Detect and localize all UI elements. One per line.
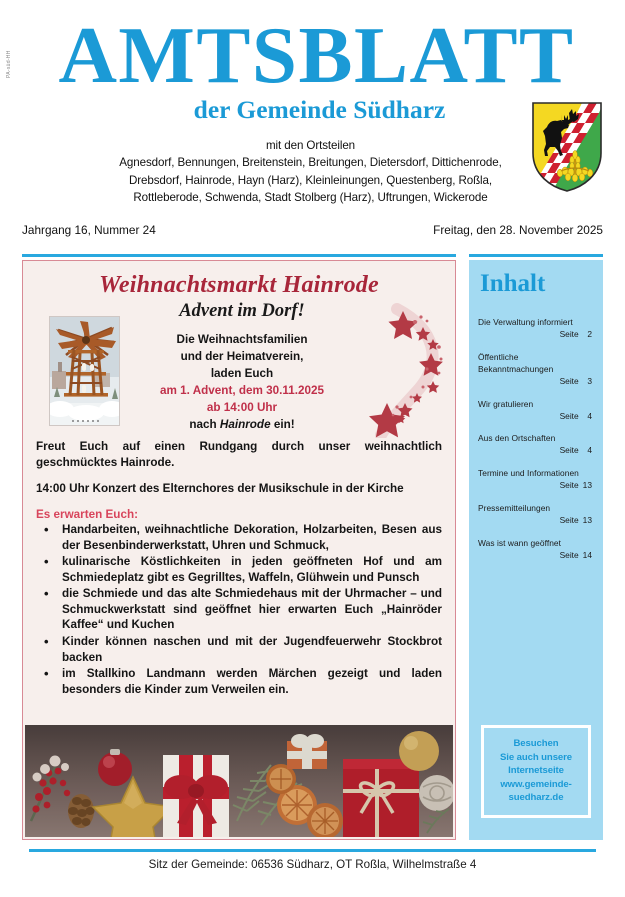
page-label: Seite — [559, 410, 579, 421]
announcement-list — [36, 522, 442, 697]
page-label: Seite — [559, 445, 579, 456]
toc-item-page — [478, 445, 594, 457]
masthead — [0, 0, 625, 248]
website-promo-box[interactable] — [481, 725, 591, 818]
star-swoosh-decoration — [353, 303, 449, 438]
announcement-paragraph: Freut Euch auf einen Rundgang durch unser weihnachtlich geschmücktes Hainrode. — [36, 440, 442, 469]
toc-item-label: Was ist wann geöffnet — [478, 537, 561, 548]
coat-of-arms-icon — [531, 101, 603, 193]
ortsteile-block — [18, 137, 607, 207]
invite-line: und der Heimatverein, — [180, 350, 304, 364]
list-heading: Es erwarten Euch: — [36, 508, 138, 522]
toc-item-pressemitteilungen[interactable] — [478, 503, 594, 527]
toc-item-label: Pressemitteilungen — [478, 503, 551, 514]
toc-item-label: Termine und Informationen — [478, 468, 579, 479]
page-number: 14 — [582, 549, 592, 560]
list-item: • kulinarische Köstlichkeiten in jeden geöffneten Hof und am Schmiedeplatz gibt es Gegrilltes, Waffeln, Glühwein und Punsch — [36, 554, 442, 585]
invite-line: laden Euch — [210, 367, 274, 381]
toc-item-geoeffnet[interactable] — [478, 538, 594, 562]
promo-line: Besuchen — [513, 737, 559, 749]
announcement-box — [22, 260, 456, 840]
page-number: 4 — [587, 410, 592, 421]
toc-item-page — [478, 411, 594, 423]
page-number: 4 — [587, 445, 592, 456]
promo-url-line: www.gemeinde- — [500, 778, 572, 790]
announcement-hero — [23, 299, 455, 437]
promo-url-line: suedharz.de — [508, 792, 564, 804]
announcement-invite — [123, 299, 361, 433]
announcement-body — [23, 439, 455, 697]
issue-line — [18, 223, 607, 237]
ortsteile-line: Rottleberode, Schwenda, Stadt Stolberg (Harz), Uftrungen, Wickerode — [133, 191, 488, 205]
ortsteile-line: Drebsdorf, Hainrode, Hayn (Harz), Kleinleinungen, Questenberg, Roßla, — [129, 173, 492, 187]
invite-line-date: am 1. Advent, dem 30.11.2025 — [160, 384, 324, 398]
print-code-label: PA-süd-HH — [6, 50, 12, 78]
table-of-contents-sidebar — [469, 260, 603, 840]
content-area — [0, 258, 625, 843]
ortsteile-line: Agnesdorf, Bennungen, Breitenstein, Breitungen, Dietersdorf, Dittichenrode, — [119, 156, 502, 170]
toc-item-page — [478, 550, 594, 562]
header-divider-right — [469, 254, 603, 257]
promo-line: Internetseite — [508, 765, 564, 777]
page-title: AMTSBLATT — [58, 10, 575, 100]
announcement-title: Weihnachtsmarkt Hainrode — [99, 272, 379, 298]
footer-divider — [29, 849, 596, 852]
header-divider-left — [22, 254, 456, 257]
toc-item-verwaltung[interactable] — [478, 317, 594, 341]
invite-lines — [123, 331, 361, 433]
announcement-subtitle: Advent im Dorf! — [179, 301, 305, 321]
invite-line-place — [123, 416, 361, 433]
toc-item-ortschaften[interactable] — [478, 433, 594, 457]
list-item: • Kinder können naschen und mit der Jugendfeuerwehr Stockbrot backen — [36, 634, 442, 665]
footer-address: Sitz der Gemeinde: 06536 Südharz, OT Roßla, Wilhelmstraße 4 — [148, 858, 477, 871]
page-number: 13 — [582, 515, 592, 526]
page-number: 13 — [582, 480, 592, 491]
toc-item-page — [478, 515, 594, 527]
weihnachtspyramide-photo — [49, 316, 120, 426]
toc-item-label: Die Verwaltung informiert — [478, 317, 573, 327]
page-label: Seite — [559, 328, 579, 339]
page-label: Seite — [559, 515, 579, 526]
page-subtitle: der Gemeinde Südharz — [193, 94, 446, 124]
invite-line: Die Weihnachtsfamilien — [176, 333, 308, 346]
page-number: 2 — [587, 328, 592, 339]
promo-line: Sie auch unsere — [499, 751, 573, 763]
toc-item-label: Wir gratulieren — [478, 398, 534, 409]
list-item: • im Stallkino Landmann werden Märchen gezeigt und laden besonders die Kinder zum Verweilen ein. — [36, 666, 442, 697]
ortsteile-lead: mit den Ortsteilen — [265, 138, 356, 152]
toc-item-label: Öffentliche Bekanntmachungen — [478, 351, 554, 374]
list-item: • Handarbeiten, weihnachtliche Dekoration, Holzarbeiten, Besen aus der Besenbinderwerkstatt, Uhren und Schmuck, — [36, 522, 442, 553]
toc-item-bekanntmachungen[interactable] — [478, 352, 594, 388]
toc-list — [478, 317, 594, 562]
toc-item-page — [478, 480, 594, 492]
page-number: 3 — [587, 375, 592, 386]
issue-date: Freitag, den 28. November 2025 — [433, 222, 603, 237]
sidebar-title: Inhalt — [480, 270, 546, 297]
toc-item-gratulieren[interactable] — [478, 399, 594, 423]
list-item: • die Schmiede und das alte Schmiedehaus mit der Uhrmacher – und Schmuckwerkstatt sind geöffnet hier erwarten Euch „Hainröder Kaffee“ und Kuchen — [36, 586, 442, 633]
invite-line-time: ab 14:00 Uhr — [206, 401, 278, 415]
invite-place: Hainrode — [219, 418, 271, 432]
invite-pre: nach — [189, 418, 220, 432]
toc-item-page — [478, 376, 594, 388]
toc-item-label: Aus den Ortschaften — [478, 433, 556, 444]
page-label: Seite — [559, 549, 579, 560]
toc-item-termine[interactable] — [478, 468, 594, 492]
toc-item-page — [478, 329, 594, 341]
christmas-gifts-photo-strip — [25, 725, 453, 837]
announcement-concert-line: 14:00 Uhr Konzert des Elternchores der Musikschule in der Kirche — [36, 482, 404, 496]
issue-number: Jahrgang 16, Nummer 24 — [22, 222, 156, 237]
page-label: Seite — [559, 375, 579, 386]
invite-post: ein! — [270, 418, 295, 432]
page-label: Seite — [559, 480, 579, 491]
